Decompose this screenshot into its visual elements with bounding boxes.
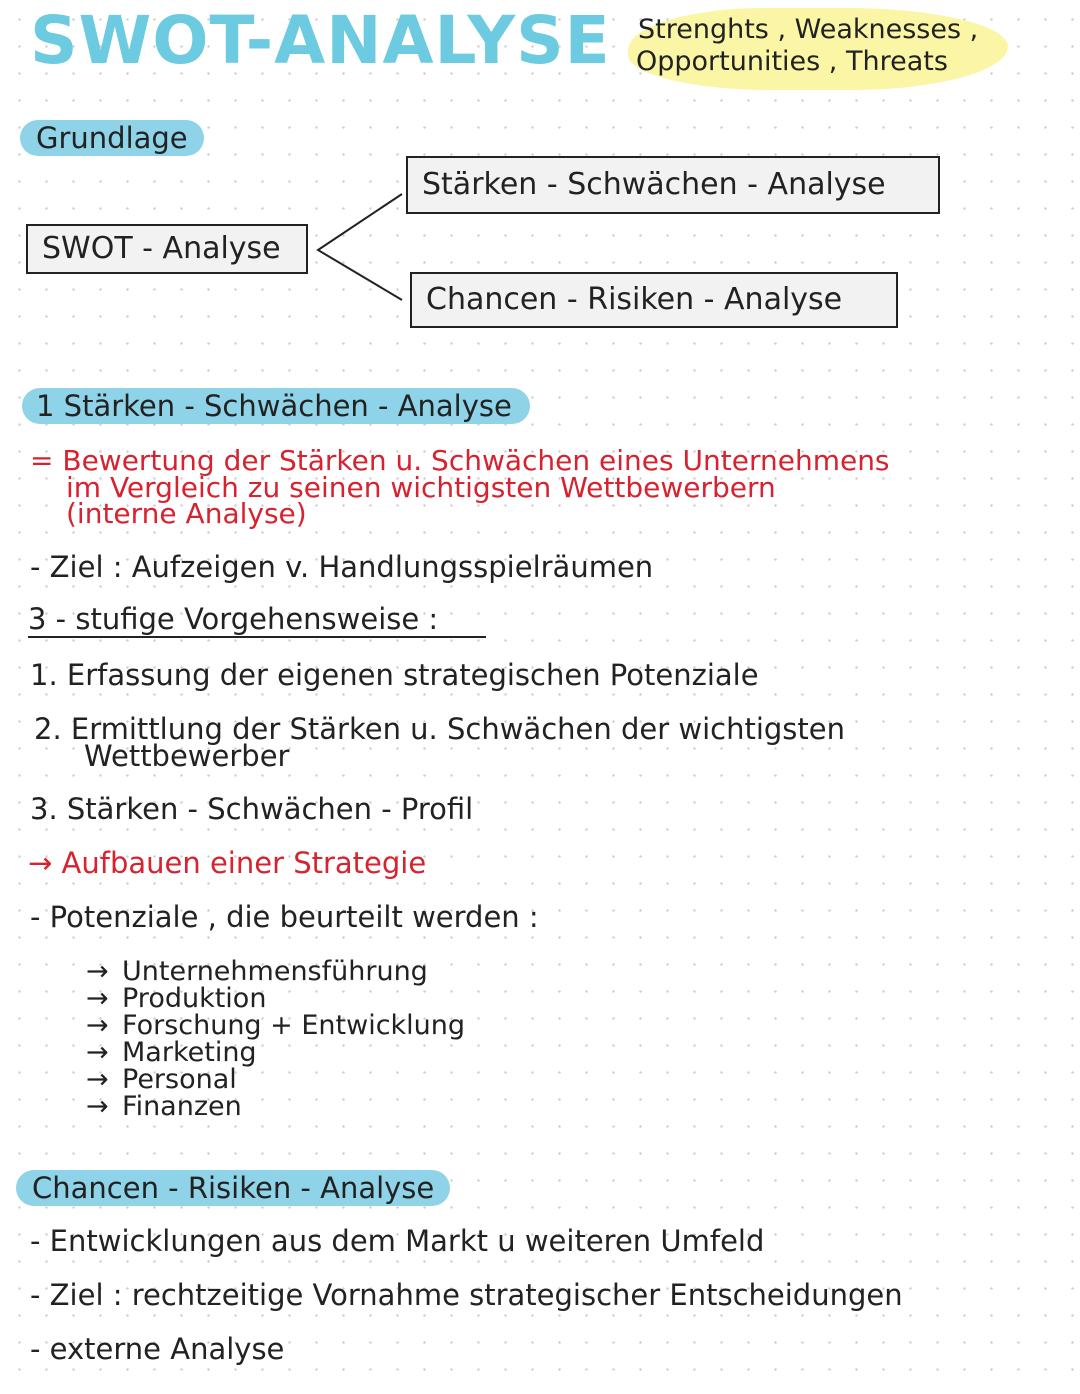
step-1: 1. Erfassung der eigenen strategischen Potenziale	[30, 658, 759, 692]
chancen-item-2: - Ziel : rechtzeitige Vornahme strategischer Entscheidungen	[30, 1278, 903, 1312]
grundlage-label: Grundlage	[20, 120, 204, 156]
subtitle-highlight	[628, 8, 1008, 88]
arrow-icon: →	[86, 1037, 109, 1068]
chancen-item-3: - externe Analyse	[30, 1332, 285, 1366]
page-title: SWOT-ANALYSE	[30, 2, 611, 79]
staerken-schwaechen-box: Stärken - Schwächen - Analyse	[406, 156, 940, 214]
list-item: → Forschung + Entwicklung	[86, 1010, 466, 1041]
definition-line-2: im Vergleich zu seinen wichtigsten Wettbewerbern	[66, 471, 776, 504]
list-item: → Marketing	[86, 1037, 257, 1068]
section2-heading: Chancen - Risiken - Analyse	[16, 1170, 450, 1206]
step-3: 3. Stärken - Schwächen - Profil	[30, 792, 474, 826]
branch-connector	[310, 188, 410, 306]
list-item: → Personal	[86, 1064, 237, 1095]
potenziale-list	[86, 958, 465, 1120]
list-item: → Finanzen	[86, 1091, 242, 1122]
subtitle-line-1: Strenghts , Weaknesses ,	[638, 14, 979, 45]
strategie-text: → Aufbauen einer Strategie	[28, 846, 427, 880]
step-2-line-1: 2. Ermittlung der Stärken u. Schwächen der wichtigsten	[34, 712, 846, 746]
chancen-item-1: - Entwicklungen aus dem Markt u weiteren Umfeld	[30, 1224, 765, 1258]
list-item: → Unternehmensführung	[86, 956, 428, 987]
arrow-icon: →	[86, 956, 109, 987]
arrow-icon: →	[86, 983, 109, 1014]
arrow-icon: →	[86, 1064, 109, 1095]
arrow-icon: →	[86, 1091, 109, 1122]
step-2-line-2: Wettbewerber	[84, 739, 290, 773]
subtitle-line-2: Opportunities , Threats	[636, 46, 948, 77]
potenziale-text: - Potenziale , die beurteilt werden :	[30, 900, 539, 934]
definition-line-3: (interne Analyse)	[66, 497, 307, 530]
definition-line-1: = Bewertung der Stärken u. Schwächen eines Unternehmens	[30, 444, 890, 477]
vorgehen-heading: 3 - stufige Vorgehensweise :	[28, 604, 486, 638]
chancen-risiken-box: Chancen - Risiken - Analyse	[410, 272, 898, 328]
section1-heading: 1 Stärken - Schwächen - Analyse	[22, 388, 530, 424]
ziel-text: - Ziel : Aufzeigen v. Handlungsspielräumen	[30, 550, 654, 584]
list-item: → Produktion	[86, 983, 267, 1014]
swot-analyse-root-box: SWOT - Analyse	[26, 224, 308, 274]
arrow-icon: →	[86, 1010, 109, 1041]
